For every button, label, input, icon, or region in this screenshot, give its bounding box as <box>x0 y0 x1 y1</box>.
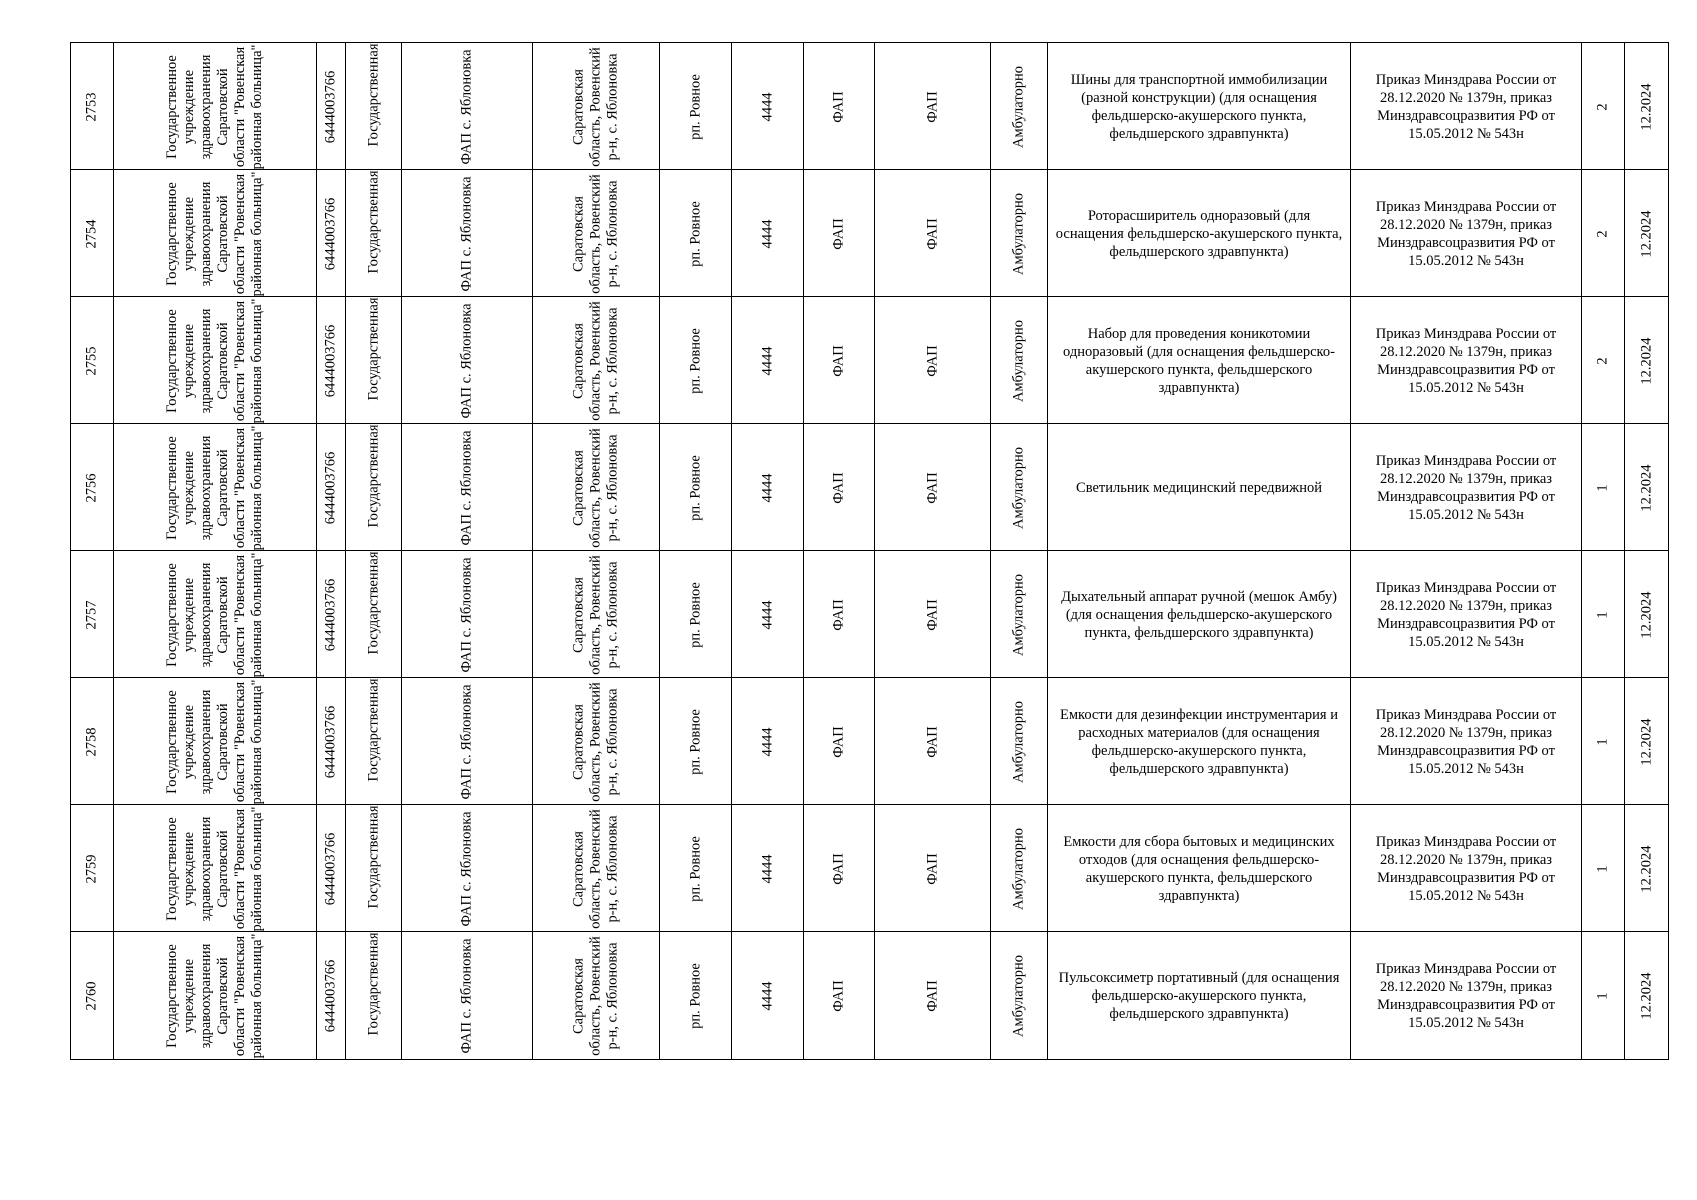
cell-quantity <box>1581 297 1624 424</box>
cell-text: Приказ Минздрава России от 28.12.2020 № 1379н, приказ Минздравсоцразвития РФ от 15.05.2012 № 543н <box>1375 706 1557 777</box>
cell-text: рп. Ровное <box>687 73 703 140</box>
cell-code <box>731 424 803 551</box>
cell-organization <box>113 297 316 424</box>
cell-text: Амбулаторно <box>1010 65 1027 148</box>
cell-text: Амбулаторно <box>1010 827 1027 910</box>
cell-text: 6444003766 <box>322 832 339 905</box>
cell-text: 12.2024 <box>1638 717 1654 766</box>
cell-organization <box>113 932 316 1059</box>
cell-text: рп. Ровное <box>687 962 703 1029</box>
cell-text: 2 <box>1594 356 1611 365</box>
cell-inn <box>316 678 345 805</box>
cell-locality <box>659 170 731 297</box>
cell-ownership <box>345 678 401 805</box>
cell-address <box>532 170 659 297</box>
cell-text: Приказ Минздрава России от 28.12.2020 № 1379н, приказ Минздравсоцразвития РФ от 15.05.2012 № 543н <box>1375 452 1557 523</box>
cell-text: Приказ Минздрава России от 28.12.2020 № 1379н, приказ Минздравсоцразвития РФ от 15.05.2012 № 543н <box>1375 579 1557 650</box>
cell-text: 4444 <box>759 346 775 375</box>
cell-organization <box>113 551 316 678</box>
cell-unit <box>401 424 532 551</box>
cell-text: Емкости для сбора бытовых и медицинских отходов (для оснащения фельдшерско-акушерского пункта, фельдшерского здравпункта) <box>1063 833 1335 904</box>
cell-text: Амбулаторно <box>1010 319 1027 402</box>
table-row <box>70 169 1669 297</box>
cell-text: Дыхательный аппарат ручной (мешок Амбу) (для оснащения фельдшерско-акушерского пункта, фельдшерского здравпункта) <box>1061 588 1337 641</box>
cell-code <box>731 551 803 678</box>
cell-quantity <box>1581 932 1624 1059</box>
cell-text: 2755 <box>83 346 100 375</box>
cell-text: Амбулаторно <box>1010 192 1027 275</box>
cell-text: 1 <box>1594 864 1611 873</box>
cell-locality <box>659 805 731 932</box>
cell-locality <box>659 43 731 170</box>
cell-text: Амбулаторно <box>1010 573 1027 656</box>
cell-address <box>532 551 659 678</box>
cell-text: Государственное учреждение здравоохранения Саратовской области "Ровенская районная больница" <box>164 552 265 677</box>
cell-text: Амбулаторно <box>1010 446 1027 529</box>
cell-basis <box>1350 932 1581 1059</box>
cell-code <box>731 805 803 932</box>
cell-text: Государственная <box>365 424 381 527</box>
cell-inn <box>316 43 345 170</box>
cell-type2 <box>874 551 990 678</box>
cell-type2 <box>874 297 990 424</box>
cell-text: 6444003766 <box>322 705 339 778</box>
cell-locality <box>659 297 731 424</box>
cell-equipment <box>1047 805 1350 932</box>
cell-text: 2756 <box>83 473 100 502</box>
cell-type1 <box>803 805 874 932</box>
cell-text: ФАП <box>924 344 940 377</box>
cell-inn <box>316 932 345 1059</box>
cell-basis <box>1350 43 1581 170</box>
cell-text: Государственное учреждение здравоохранения Саратовской области "Ровенская районная больница" <box>164 298 265 423</box>
cell-text: ФАП <box>830 979 847 1012</box>
cell-address <box>532 805 659 932</box>
cell-text: Саратовская область, Ровенский р-н, с. Яблоновка <box>570 935 621 1056</box>
cell-locality <box>659 678 731 805</box>
cell-text: ФАП с. Яблоновка <box>458 810 475 927</box>
cell-text: ФАП <box>924 852 940 885</box>
cell-text: 2758 <box>83 727 100 756</box>
cell-organization <box>113 805 316 932</box>
cell-text: 4444 <box>759 92 775 121</box>
cell-type1 <box>803 170 874 297</box>
cell-inn <box>316 170 345 297</box>
cell-inn <box>316 551 345 678</box>
cell-equipment <box>1047 932 1350 1059</box>
cell-text: ФАП <box>830 90 847 123</box>
cell-text: ФАП <box>830 217 847 250</box>
cell-ownership <box>345 43 401 170</box>
cell-care-form <box>990 932 1047 1059</box>
cell-text: Государственное учреждение здравоохранения Саратовской области "Ровенская районная больница" <box>164 933 265 1058</box>
cell-type1 <box>803 551 874 678</box>
cell-quantity <box>1581 170 1624 297</box>
cell-deadline <box>1624 932 1669 1059</box>
cell-number <box>70 932 113 1059</box>
cell-equipment <box>1047 678 1350 805</box>
cell-type1 <box>803 297 874 424</box>
cell-text: Приказ Минздрава России от 28.12.2020 № 1379н, приказ Минздравсоцразвития РФ от 15.05.2012 № 543н <box>1375 325 1557 396</box>
cell-text: 6444003766 <box>322 451 339 524</box>
cell-text: Государственное учреждение здравоохранения Саратовской области "Ровенская районная больница" <box>164 679 265 804</box>
cell-deadline <box>1624 424 1669 551</box>
cell-ownership <box>345 932 401 1059</box>
cell-type2 <box>874 932 990 1059</box>
cell-basis <box>1350 424 1581 551</box>
cell-unit <box>401 678 532 805</box>
cell-number <box>70 678 113 805</box>
cell-text: рп. Ровное <box>687 454 703 521</box>
cell-text: ФАП с. Яблоновка <box>458 302 475 419</box>
cell-quantity <box>1581 551 1624 678</box>
cell-text: 12.2024 <box>1638 82 1654 131</box>
cell-type1 <box>803 932 874 1059</box>
cell-type2 <box>874 43 990 170</box>
cell-text: Государственное учреждение здравоохранения Саратовской области "Ровенская районная больница" <box>164 44 265 169</box>
cell-text: ФАП с. Яблоновка <box>458 683 475 800</box>
cell-address <box>532 932 659 1059</box>
cell-address <box>532 424 659 551</box>
cell-code <box>731 170 803 297</box>
cell-equipment <box>1047 424 1350 551</box>
cell-text: 1 <box>1594 483 1611 492</box>
cell-text: Приказ Минздрава России от 28.12.2020 № 1379н, приказ Минздравсоцразвития РФ от 15.05.2012 № 543н <box>1375 833 1557 904</box>
cell-inn <box>316 805 345 932</box>
cell-text: 2760 <box>83 981 100 1010</box>
cell-text: Приказ Минздрава России от 28.12.2020 № 1379н, приказ Минздравсоцразвития РФ от 15.05.2012 № 543н <box>1375 198 1557 269</box>
cell-unit <box>401 297 532 424</box>
equipment-table <box>70 42 1669 1059</box>
cell-equipment <box>1047 551 1350 678</box>
cell-equipment <box>1047 170 1350 297</box>
cell-equipment <box>1047 43 1350 170</box>
cell-code <box>731 43 803 170</box>
cell-text: Государственная <box>365 678 381 781</box>
cell-text: ФАП с. Яблоновка <box>458 937 475 1054</box>
cell-deadline <box>1624 170 1669 297</box>
cell-text: 6444003766 <box>322 70 339 143</box>
cell-text: Государственная <box>365 297 381 400</box>
cell-unit <box>401 43 532 170</box>
cell-text: Амбулаторно <box>1010 954 1027 1037</box>
cell-text: Саратовская область, Ровенский р-н, с. Яблоновка <box>570 681 621 802</box>
cell-text: Саратовская область, Ровенский р-н, с. Яблоновка <box>570 46 621 167</box>
cell-text: 2 <box>1594 229 1611 238</box>
cell-basis <box>1350 551 1581 678</box>
cell-text: 12.2024 <box>1638 590 1654 639</box>
cell-basis <box>1350 805 1581 932</box>
cell-organization <box>113 424 316 551</box>
cell-text: Пульсоксиметр портативный (для оснащения фельдшерско-акушерского пункта, фельдшерского здравпункта) <box>1058 969 1340 1022</box>
cell-number <box>70 43 113 170</box>
cell-type1 <box>803 424 874 551</box>
cell-text: ФАП <box>924 90 940 123</box>
cell-text: 6444003766 <box>322 959 339 1032</box>
cell-basis <box>1350 678 1581 805</box>
cell-text: 4444 <box>759 727 775 756</box>
cell-number <box>70 551 113 678</box>
cell-text: ФАП <box>924 471 940 504</box>
cell-ownership <box>345 297 401 424</box>
cell-text: Государственная <box>365 551 381 654</box>
cell-number <box>70 424 113 551</box>
cell-text: Саратовская область, Ровенский р-н, с. Яблоновка <box>570 300 621 421</box>
cell-ownership <box>345 805 401 932</box>
cell-basis <box>1350 297 1581 424</box>
cell-care-form <box>990 43 1047 170</box>
cell-text: 12.2024 <box>1638 209 1654 258</box>
cell-text: ФАП <box>924 217 940 250</box>
cell-text: 4444 <box>759 219 775 248</box>
cell-text: Набор для проведения коникотомии одноразовый (для оснащения фельдшерско-акушерского пункта, фельдшерского здравпункта) <box>1063 325 1335 396</box>
cell-text: 4444 <box>759 473 775 502</box>
cell-care-form <box>990 297 1047 424</box>
cell-address <box>532 678 659 805</box>
cell-text: 12.2024 <box>1638 463 1654 512</box>
cell-text: Светильник медицинский передвижной <box>1076 479 1322 496</box>
cell-care-form <box>990 170 1047 297</box>
cell-quantity <box>1581 424 1624 551</box>
cell-text: 6444003766 <box>322 324 339 397</box>
cell-text: 12.2024 <box>1638 971 1654 1020</box>
cell-text: 2753 <box>83 92 100 121</box>
cell-text: рп. Ровное <box>687 200 703 267</box>
cell-text: 2 <box>1594 102 1611 111</box>
cell-text: рп. Ровное <box>687 581 703 648</box>
cell-text: 4444 <box>759 981 775 1010</box>
cell-type2 <box>874 805 990 932</box>
cell-address <box>532 297 659 424</box>
cell-text: Амбулаторно <box>1010 700 1027 783</box>
cell-type1 <box>803 678 874 805</box>
cell-ownership <box>345 551 401 678</box>
cell-text: рп. Ровное <box>687 835 703 902</box>
cell-text: рп. Ровное <box>687 327 703 394</box>
cell-quantity <box>1581 805 1624 932</box>
cell-ownership <box>345 170 401 297</box>
cell-deadline <box>1624 43 1669 170</box>
cell-text: Саратовская область, Ровенский р-н, с. Яблоновка <box>570 808 621 929</box>
cell-unit <box>401 805 532 932</box>
cell-locality <box>659 551 731 678</box>
cell-text: Приказ Минздрава России от 28.12.2020 № 1379н, приказ Минздравсоцразвития РФ от 15.05.2012 № 543н <box>1375 71 1557 142</box>
cell-text: 2757 <box>83 600 100 629</box>
cell-address <box>532 43 659 170</box>
cell-text: Государственная <box>365 932 381 1035</box>
cell-text: ФАП с. Яблоновка <box>458 556 475 673</box>
cell-text: 4444 <box>759 600 775 629</box>
cell-text: ФАП <box>830 344 847 377</box>
table-row <box>70 677 1669 805</box>
cell-number <box>70 297 113 424</box>
cell-code <box>731 678 803 805</box>
cell-number <box>70 805 113 932</box>
cell-text: ФАП <box>830 725 847 758</box>
cell-care-form <box>990 678 1047 805</box>
cell-care-form <box>990 805 1047 932</box>
cell-text: 1 <box>1594 610 1611 619</box>
cell-deadline <box>1624 805 1669 932</box>
cell-organization <box>113 678 316 805</box>
cell-care-form <box>990 424 1047 551</box>
cell-text: Государственное учреждение здравоохранения Саратовской области "Ровенская районная больница" <box>164 806 265 931</box>
cell-code <box>731 297 803 424</box>
cell-text: ФАП с. Яблоновка <box>458 175 475 292</box>
cell-text: рп. Ровное <box>687 708 703 775</box>
cell-unit <box>401 551 532 678</box>
cell-quantity <box>1581 43 1624 170</box>
cell-organization <box>113 170 316 297</box>
cell-text: ФАП <box>924 725 940 758</box>
cell-quantity <box>1581 678 1624 805</box>
cell-deadline <box>1624 551 1669 678</box>
cell-text: ФАП <box>830 852 847 885</box>
cell-text: Государственная <box>365 170 381 273</box>
cell-deadline <box>1624 678 1669 805</box>
cell-text: Роторасширитель одноразовый (для оснащения фельдшерско-акушерского пункта, фельдшерского здравпункта) <box>1055 207 1343 260</box>
cell-text: 1 <box>1594 991 1611 1000</box>
cell-ownership <box>345 424 401 551</box>
table-row <box>70 296 1669 424</box>
cell-equipment <box>1047 297 1350 424</box>
cell-organization <box>113 43 316 170</box>
cell-text: 6444003766 <box>322 197 339 270</box>
cell-text: Шины для транспортной иммобилизации (разной конструкции) (для оснащения фельдшерско-акушерского пункта, фельдшерского здравпункта) <box>1070 71 1328 142</box>
table-row <box>70 931 1669 1060</box>
cell-text: ФАП <box>830 598 847 631</box>
cell-text: Емкости для дезинфекции инструментария и расходных материалов (для оснащения фельдшерско-акушерского пункта, фельдшерского здравпункта) <box>1059 706 1338 777</box>
cell-text: Государственная <box>365 43 381 146</box>
cell-text: 12.2024 <box>1638 844 1654 893</box>
cell-text: Приказ Минздрава России от 28.12.2020 № 1379н, приказ Минздравсоцразвития РФ от 15.05.2012 № 543н <box>1375 960 1557 1031</box>
cell-type2 <box>874 424 990 551</box>
cell-type1 <box>803 43 874 170</box>
cell-text: Государственное учреждение здравоохранения Саратовской области "Ровенская районная больница" <box>164 171 265 296</box>
cell-text: 6444003766 <box>322 578 339 651</box>
cell-type2 <box>874 678 990 805</box>
cell-text: 12.2024 <box>1638 336 1654 385</box>
table-row <box>70 804 1669 932</box>
cell-number <box>70 170 113 297</box>
cell-locality <box>659 932 731 1059</box>
cell-text: Государственная <box>365 805 381 908</box>
cell-text: Саратовская область, Ровенский р-н, с. Яблоновка <box>570 554 621 675</box>
cell-text: Саратовская область, Ровенский р-н, с. Яблоновка <box>570 173 621 294</box>
table-row <box>70 423 1669 551</box>
cell-text: ФАП с. Яблоновка <box>458 48 475 165</box>
cell-text: 2754 <box>83 219 100 248</box>
cell-text: Государственное учреждение здравоохранения Саратовской области "Ровенская районная больница" <box>164 425 265 550</box>
table-row <box>70 42 1669 170</box>
cell-unit <box>401 932 532 1059</box>
cell-code <box>731 932 803 1059</box>
cell-type2 <box>874 170 990 297</box>
cell-text: ФАП <box>924 979 940 1012</box>
cell-deadline <box>1624 297 1669 424</box>
cell-text: ФАП <box>830 471 847 504</box>
cell-text: ФАП <box>924 598 940 631</box>
cell-care-form <box>990 551 1047 678</box>
cell-text: 4444 <box>759 854 775 883</box>
cell-text: Саратовская область, Ровенский р-н, с. Яблоновка <box>570 427 621 548</box>
cell-inn <box>316 297 345 424</box>
cell-unit <box>401 170 532 297</box>
cell-text: 2759 <box>83 854 100 883</box>
cell-locality <box>659 424 731 551</box>
table-row <box>70 550 1669 678</box>
cell-inn <box>316 424 345 551</box>
cell-text: 1 <box>1594 737 1611 746</box>
cell-basis <box>1350 170 1581 297</box>
cell-text: ФАП с. Яблоновка <box>458 429 475 546</box>
